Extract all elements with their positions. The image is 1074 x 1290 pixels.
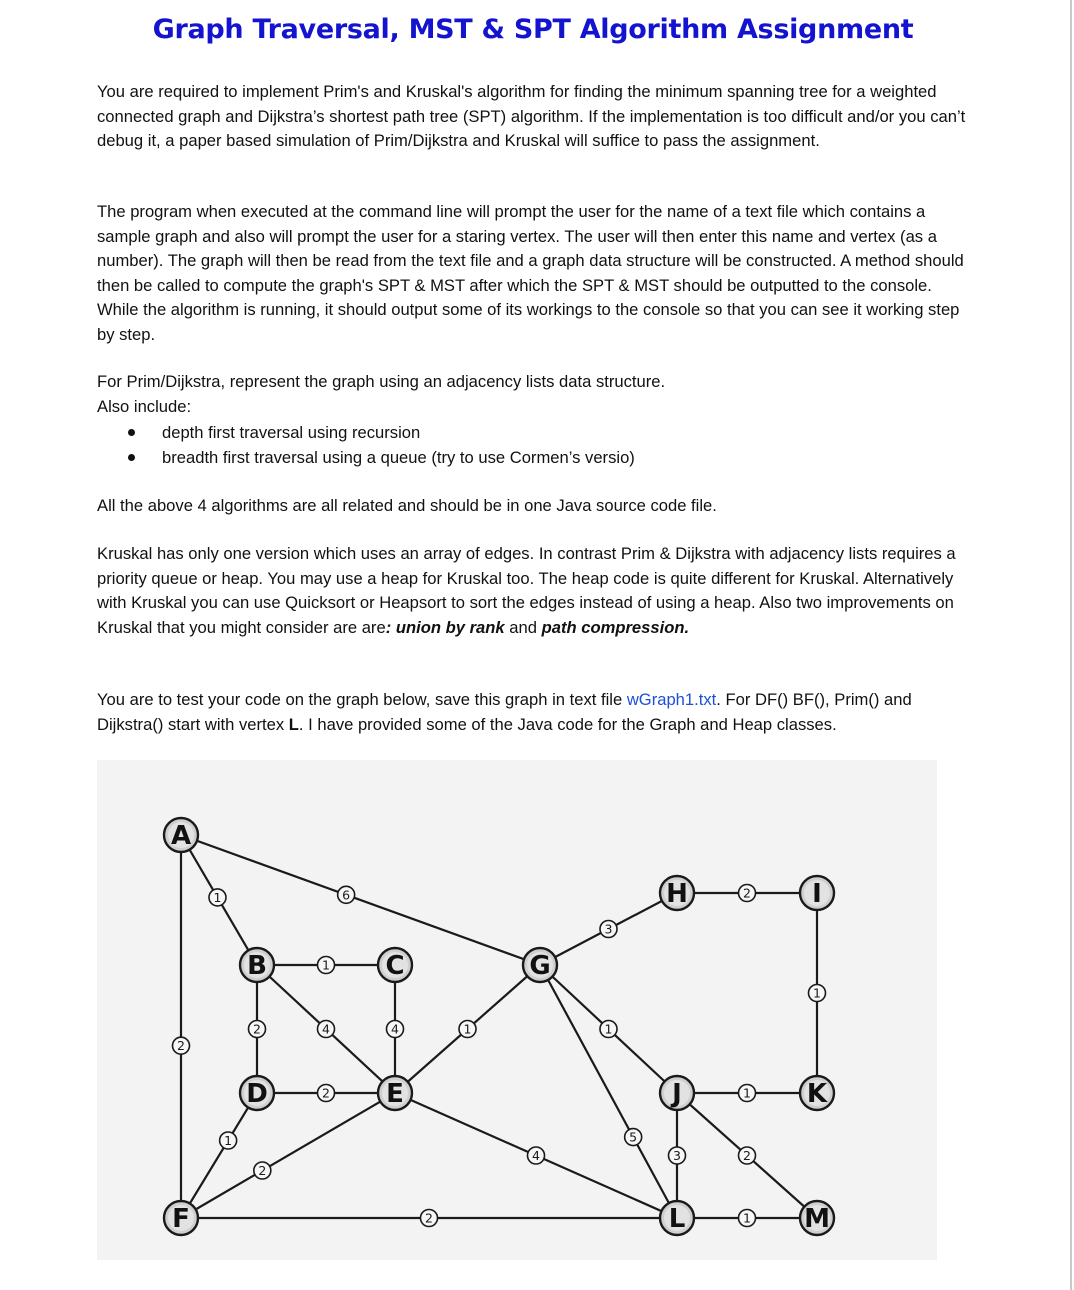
edge-G-L [540, 965, 677, 1218]
kruskal-colon: : [385, 617, 392, 637]
vertex-label: F [172, 1204, 190, 1234]
paragraph-one-file: All the above 4 algorithms are all related and should be in one Java source code file. [97, 496, 717, 515]
test-text-pre: You are to test your code on the graph below, save this graph in text file [97, 690, 627, 709]
edge-weight: 1 [322, 957, 330, 973]
weight-badge-J-L [669, 1147, 686, 1164]
traversal-list [97, 420, 635, 470]
vertex-D [240, 1076, 274, 1110]
vertex-label: C [385, 951, 405, 981]
edge-weight: 1 [743, 1210, 751, 1226]
edge-weight: 4 [322, 1021, 330, 1037]
weight-badge-B-C [318, 957, 335, 974]
vertex-B [240, 948, 274, 982]
weight-badge-G-H [600, 921, 617, 938]
vertex-label: B [247, 951, 267, 981]
paragraph-test [97, 688, 977, 737]
start-vertex: L [288, 714, 299, 734]
weight-badge-D-E [318, 1085, 335, 1102]
weight-badge-L-M [739, 1210, 756, 1227]
page-edge-rule [1070, 0, 1072, 1290]
vertex-E [378, 1076, 412, 1110]
weight-badge-A-F [173, 1037, 190, 1054]
weight-badge-B-D [249, 1021, 266, 1038]
weight-badge-C-E [387, 1021, 404, 1038]
weight-badge-I-K [809, 985, 826, 1002]
representation-line: For Prim/Dijkstra, represent the graph using an adjacency lists data structure. [97, 372, 666, 391]
weight-badge-H-I [739, 885, 756, 902]
weight-badge-D-F [220, 1132, 237, 1149]
edge-weight: 2 [743, 1148, 751, 1163]
edge-weight: 3 [604, 921, 613, 937]
edge-D-F [181, 1093, 257, 1218]
vertex-label: E [386, 1079, 404, 1109]
weight-badge-J-M [739, 1147, 756, 1164]
edge-weight: 1 [604, 1021, 613, 1037]
weight-badge-F-L [421, 1210, 438, 1227]
edge-weight: 2 [258, 1163, 267, 1178]
vertex-L [660, 1201, 694, 1235]
weight-badge-G-J [600, 1021, 617, 1038]
also-include-line: Also include: [97, 396, 192, 416]
path-compression-term: path compression [541, 617, 685, 637]
vertex-label: G [529, 951, 551, 981]
weight-badge-E-L [528, 1147, 545, 1164]
weight-badge-E-F [254, 1162, 271, 1179]
vertex-C [378, 948, 412, 982]
kruskal-period: . [684, 617, 690, 637]
weighted-graph [97, 760, 937, 1260]
edge-weight: 4 [532, 1148, 540, 1163]
vertex-label: H [666, 879, 688, 909]
vertex-label: I [812, 879, 822, 909]
vertex-K [800, 1076, 834, 1110]
vertex-F [164, 1201, 198, 1235]
vertex-I [800, 876, 834, 910]
document-title: Graph Traversal, MST & SPT Algorithm Assignment [152, 14, 914, 45]
weight-badge-E-G [459, 1021, 476, 1038]
edge-weight: 6 [342, 887, 351, 903]
edge-weight: 2 [322, 1085, 330, 1101]
paragraph-kruskal [97, 542, 977, 640]
vertex-G [523, 948, 557, 982]
test-text-mid: . For DF() BF(), Prim() and Dijkstra() start with vertex [97, 690, 912, 734]
edge-weight: 2 [253, 1021, 261, 1037]
edge-A-G [181, 835, 540, 965]
weight-badge-A-B [209, 889, 226, 906]
edge-weight: 1 [813, 985, 821, 1001]
vertex-label: K [806, 1079, 828, 1109]
vertex-J [660, 1076, 694, 1110]
edge-weight: 1 [463, 1021, 472, 1037]
paragraph-representation [97, 370, 977, 419]
vertex-label: L [668, 1204, 686, 1234]
vertex-label: D [246, 1079, 268, 1109]
weight-badge-B-E [318, 1021, 335, 1038]
edge-weight: 1 [213, 889, 222, 905]
edge-weight: 1 [743, 1085, 751, 1101]
list-item: breadth first traversal using a queue (try to use Cormen’s versio) [97, 445, 635, 470]
list-item: depth first traversal using recursion [97, 420, 635, 445]
vertex-label: A [170, 821, 192, 851]
union-by-rank-term: union by rank [395, 617, 505, 637]
paragraph-program: The program when executed at the command line will prompt the user for the name of a text file which contains a sample graph and also will prompt the user for a staring vertex. The user will then enter this name and vertex (as a number). The graph will then be read from the text file and a graph data structure will be constructed. A method should then be called to compute the graph's SPT & MST after which the SPT & MST should be outputted to the console. While the algorithm is running, it should output some of its workings to the console so that you can see it working step by step. [97, 202, 964, 344]
test-text-post: . I have provided some of the Java code for the Graph and Heap classes. [298, 714, 837, 734]
edge-E-F [181, 1093, 395, 1218]
kruskal-and: and [504, 617, 542, 637]
vertex-A [164, 818, 198, 852]
vertex-M [800, 1201, 834, 1235]
edge-weight: 2 [743, 885, 751, 901]
edge-weight: 5 [629, 1129, 638, 1145]
edge-weight: 4 [391, 1021, 399, 1037]
edge-weight: 3 [673, 1148, 681, 1163]
edge-weight: 2 [177, 1038, 185, 1054]
graph-file-link[interactable]: wGraph1.txt [626, 690, 717, 709]
weight-badge-G-L [625, 1129, 642, 1146]
edge-weight: 1 [224, 1133, 233, 1148]
weight-badge-A-G [338, 886, 355, 903]
weight-badge-J-K [739, 1085, 756, 1102]
kruskal-text: Kruskal has only one version which uses an array of edges. In contrast Prim & Dijkstra with adjacency lists requires a priority queue or heap. You may use a heap for Kruskal too. The heap code is quite different for Kruskal. Alternatively with Kruskal you can use Quicksort or Heapsort to sort the edges instead of using a heap. Also two improvements on Kruskal that you might consider are are [97, 544, 956, 637]
vertex-label: M [804, 1204, 830, 1234]
vertex-H [660, 876, 694, 910]
vertex-label: J [672, 1079, 682, 1109]
graph-figure [97, 760, 937, 1260]
paragraph-intro: You are required to implement Prim's and Kruskal's algorithm for finding the minimum spanning tree for a weighted connected graph and Dijkstra’s shortest path tree (SPT) algorithm. If the implementation is too difficult and/or you can’t debug it, a paper based simulation of Prim/Dijkstra and Kruskal will suffice to pass the assignment. [97, 82, 966, 150]
edge-weight: 2 [425, 1210, 433, 1226]
